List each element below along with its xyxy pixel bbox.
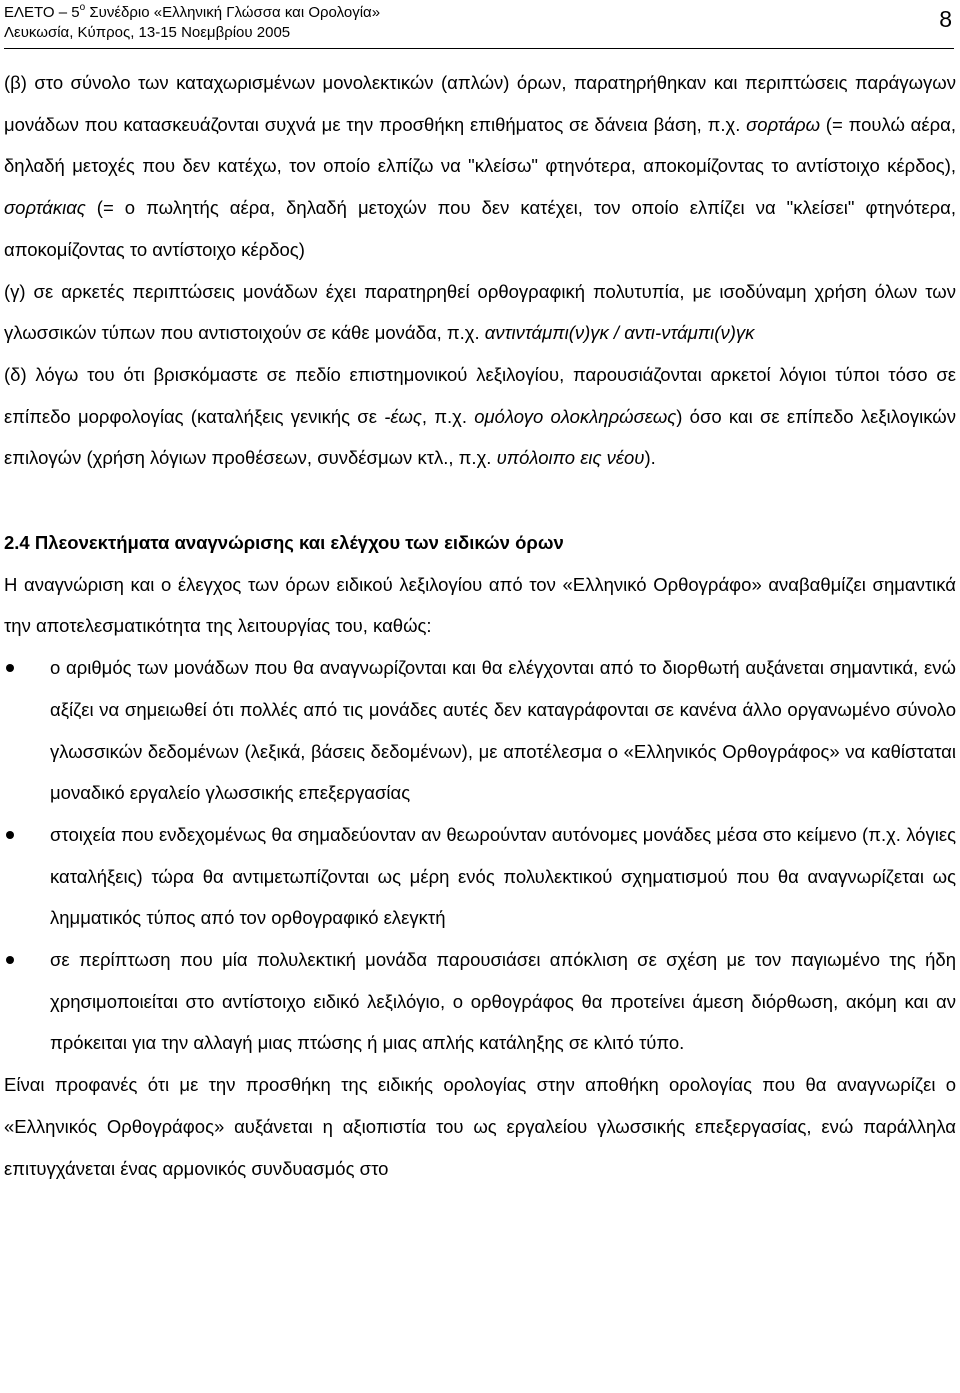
section-number: 2.4 — [4, 532, 30, 554]
paragraph-d-text-1: (δ) λόγω του ότι βρισκόμαστε σε πεδίο επιστημονικού λεξιλογίου, παρουσιάζονται αρκετοί λόγιοι τύποι τόσο σε επίπεδο μορφολογίας (καταλήξεις γενικής σε — [4, 363, 956, 427]
page-header — [4, 4, 954, 49]
paragraph-d-example-1: -έως — [384, 405, 422, 427]
list-item — [4, 647, 956, 814]
page-number: 8 — [939, 6, 952, 32]
document-body — [4, 62, 956, 1189]
advantages-list — [4, 647, 956, 1064]
paragraph-d-text-4: ). — [644, 447, 656, 469]
closing-paragraph: Είναι προφανές ότι με την προσθήκη της ειδικής ορολογίας στην αποθήκη ορολογίας που θα αναγνωρίζει ο «Ελληνικός Ορθογράφος» αυξάνεται η αξιοπιστία του ως εργαλείου γλωσσικής επεξεργασίας, ενώ παράλληλα επιτυγχάνεται ένας αρμονικός συνδυασμός στο — [4, 1074, 956, 1179]
section-heading — [4, 522, 956, 564]
paragraph-b-text-3: (= ο πωλητής αέρα, δηλαδή μετοχών που δεν κατέχει, τον οποίο ελπίζει να "κλείσει" φτηνότερα, αποκομίζοντας το αντίστοιχο κέρδος) — [4, 197, 956, 260]
paragraph-b-text-2: (= πουλώ αέρα, δηλαδή μετοχές που δεν κατέχω, τον οποίο ελπίζω να "κλείσω" φτηνότερα, αποκομίζοντας το αντίστοιχο κέρδος), — [4, 113, 956, 177]
paragraph-b — [4, 62, 956, 271]
conference-title — [4, 4, 380, 22]
bullet-icon — [6, 664, 14, 672]
section-spacer — [4, 479, 956, 522]
conference-ordinal: ο — [79, 2, 86, 13]
list-item-text: ο αριθμός των μονάδων που θα αναγνωρίζονται και θα ελέγχονται από το διορθωτή αυξάνεται σημαντικά, ενώ αξίζει να σημειωθεί ότι πολλές από τις μονάδες αυτές δεν καταγράφονται σε κανένα άλλο οργανωμένο σύνολο γλωσσικών δεδομένων (λεξικά, βάσεις δεδομένων), με αποτέλεσμα ο «Ελληνικός Ορθογράφος» να καθίσταται μοναδικό εργαλείο γλωσσικής επεξεργασίας — [50, 657, 956, 804]
paragraph-d-example-3: υπόλοιπο εις νέου — [496, 447, 645, 469]
section-intro: Η αναγνώριση και ο έλεγχος των όρων ειδικού λεξιλογίου από τον «Ελληνικό Ορθογράφο» αναβαθμίζει σημαντικά την αποτελεσματικότητα της λειτουργίας του, καθώς: — [4, 573, 956, 637]
list-item — [4, 939, 956, 1064]
bullet-icon — [6, 831, 14, 839]
paragraph-b-example-2: σορτάκιας — [4, 197, 86, 219]
list-item-text: στοιχεία που ενδεχομένως θα σημαδεύονταν αν θεωρούνταν αυτόνομες μονάδες μέσα στο κείμενο (π.χ. λόγιες καταλήξεις) τώρα θα αντιμετωπίζονται ως μέρη ενός πολυλεκτικού σχηματισμού που θα αναγνωρίζεται ως λημματικός τύπος από τον ορθογραφικό ελεγκτή — [50, 823, 956, 929]
paragraph-d-text-3: ) όσο και σε επίπεδο λεξιλογικών επιλογών (χρήση λόγιων προθέσεων, συνδέσμων κτλ., π.χ. — [4, 405, 957, 469]
conference-location-date: Λευκωσία, Κύπρος, 13-15 Νοεμβρίου 2005 — [4, 24, 291, 41]
paragraph-d — [4, 354, 956, 479]
paragraph-d-text-2: , π.χ. — [421, 405, 475, 427]
paragraph-c-text: (γ) σε αρκετές περιπτώσεις μονάδων έχει παρατηρηθεί ορθογραφική πολυτυπία, με ισοδύναμη χρήση όλων των γλωσσικών τύπων που αντιστοιχούν σε κάθε μονάδα, π.χ. — [4, 280, 956, 344]
paragraph-c-example: αντιντάμπι(ν)γκ / αντι-ντάμπι(ν)γκ — [484, 322, 755, 344]
list-item — [4, 814, 956, 939]
conference-name: Συνέδριο «Ελληνική Γλώσσα και Ορολογία» — [85, 4, 381, 21]
list-item-text: σε περίπτωση που μία πολυλεκτική μονάδα παρουσιάσει απόκλιση σε σχέση με τον παγιωμένο της ήδη χρησιμοποιείται στο αντίστοιχο ειδικό λεξιλόγιο, ο ορθογράφος θα προτείνει άμεση διόρθωση, ακόμη και αν πρόκειται για την αλλαγή μιας πτώσης ή μιας απλής κατάληξης σε κλιτό τύπο. — [50, 949, 956, 1054]
paragraph-c — [4, 271, 956, 354]
bullet-icon — [6, 956, 14, 964]
conference-prefix: ΕΛΕΤΟ – 5 — [4, 4, 80, 21]
section-title: Πλεονεκτήματα αναγνώρισης και ελέγχου των ειδικών όρων — [29, 532, 564, 554]
paragraph-b-example-1: σορτάρω — [746, 113, 820, 135]
paragraph-d-example-2: ομόλογο ολοκληρώσεως — [474, 405, 677, 427]
paragraph-b-text-1: (β) στο σύνολο των καταχωρισμένων μονολεκτικών (απλών) όρων, παρατηρήθηκαν και περιπτώσεις παράγωγων μονάδων που κατασκευάζονται συχνά με την προσθήκη επιθήματος σε δάνεια βάση, π.χ. — [4, 72, 956, 135]
